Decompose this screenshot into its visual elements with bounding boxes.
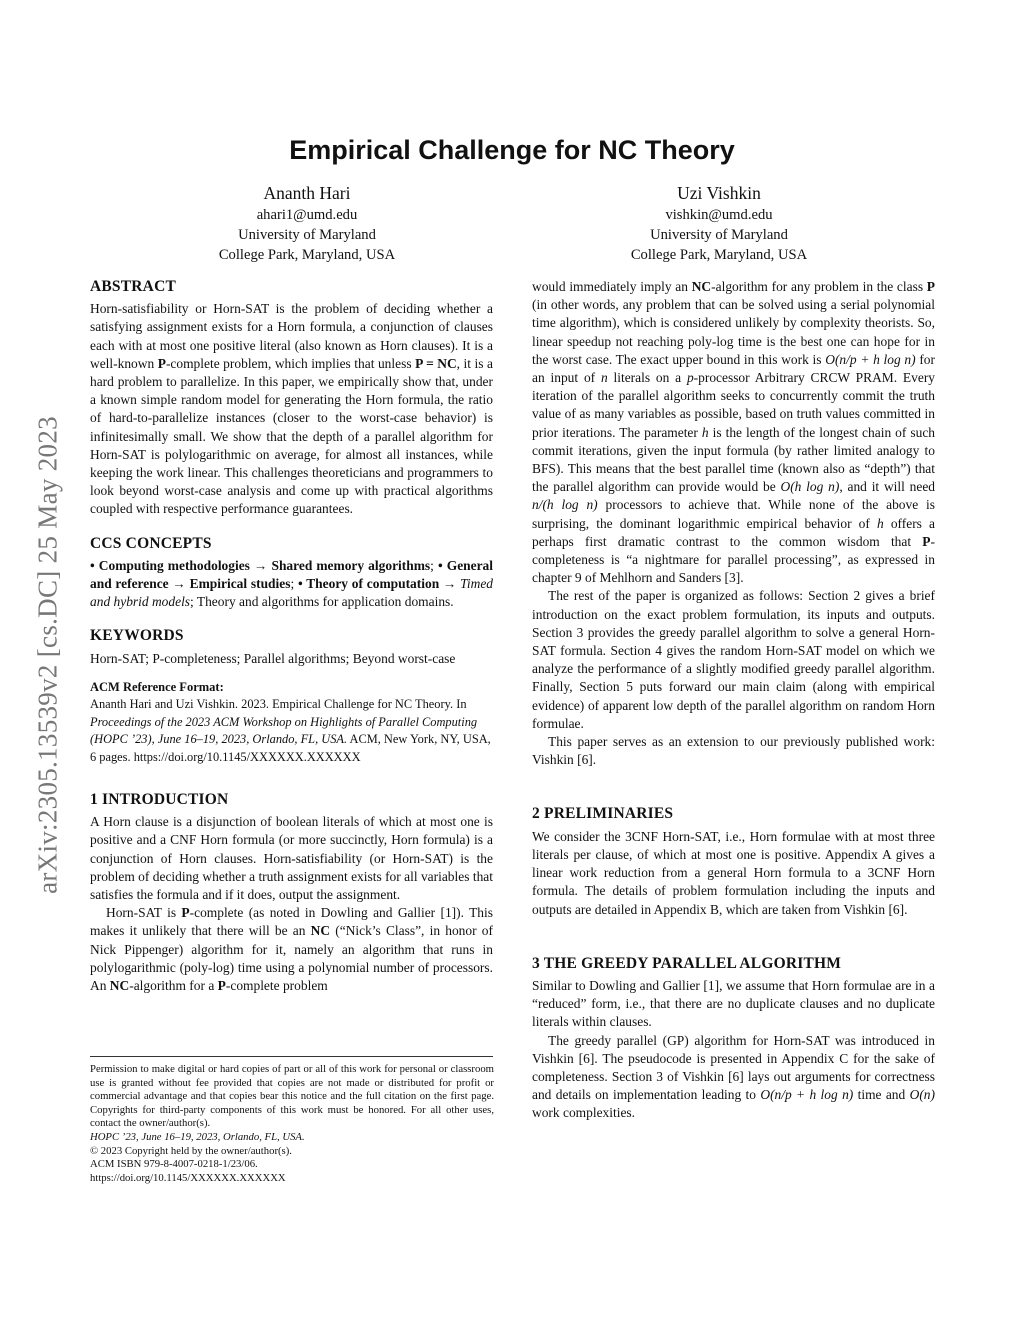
preliminaries-heading: 2 PRELIMINARIES	[532, 805, 674, 823]
right-column	[532, 278, 935, 1123]
permission-notice: Permission to make digital or hard copies of part or all of this work for personal or classroom use is granted without fee provided that copies are not made or distributed for profit or commercial advantage and that copies bear this notice and the full citation on the first page. Copyrights for third-party components of this work must be honored. For all other uses, contact the owner/author(s).	[90, 1063, 494, 1130]
author-email: vishkin@umd.edu	[665, 207, 773, 223]
venue: HOPC ’23, June 16–19, 2023, Orlando, FL, USA.	[90, 1130, 305, 1143]
copyright-footnote	[90, 1063, 494, 1185]
author-affiliation: University of Maryland	[238, 227, 376, 243]
footnote-divider	[90, 1056, 493, 1057]
keywords-heading: KEYWORDS	[90, 627, 184, 645]
acm-reference-heading: ACM Reference Format:	[90, 679, 224, 694]
author-name: Uzi Vishkin	[677, 183, 761, 203]
abstract-heading: ABSTRACT	[90, 278, 177, 295]
ccs-text: • Computing methodologies → Shared memory algorithms; • General and reference → Empirical studies; • Theory of computation → Timed and hybrid models; Theory and algorithms for application domains.	[90, 557, 494, 610]
abstract-text: Horn-satisfiability or Horn-SAT is the problem of deciding whether a satisfying assignment exists for a Horn formula, a conjunction of clauses each with at most one positive literal (also known as Horn clauses). It is a well-known P-complete problem, which implies that unless P = NC, it is a hard problem to parallelize. In this paper, we empirically show that, under a known simple random model for generating the Horn formula, the ratio of hard-to-parallelize instances (closer to the worst-case behavior) is infinitesimally small. We show that the depth of a parallel algorithm for Horn-SAT is polylogarithmic on average, for almost all instances, while keeping the work linear. This challenges theoreticians and programmers to look beyond worst-case analysis and come up with practical algorithms coupled with respective performance guarantees.	[90, 301, 493, 517]
greedy-heading: 3 THE GREEDY PARALLEL ALGORITHM	[532, 954, 842, 972]
author-location: College Park, Maryland, USA	[630, 247, 808, 263]
acm-reference-text: Ananth Hari and Uzi Vishkin. 2023. Empirical Challenge for NC Theory. In Proceedings of the 2023 ACM Workshop on Highlights of Parallel Computing (HOPC ’23), June 16–19, 2023, Orlando, FL, USA. ACM, New York, NY, USA, 6 pages. https://doi.org/10.1145/XXXXXX.XXXXXX	[90, 697, 491, 764]
keywords-text: Horn-SAT; P-completeness; Parallel algorithms; Beyond worst-case	[90, 650, 456, 666]
author-affiliation: University of Maryland	[650, 227, 788, 243]
author-name: Ananth Hari	[263, 183, 351, 203]
arxiv-id: arXiv:2305.13539v2 [cs.DC] 25 May 2023	[32, 416, 63, 894]
author-email: ahari1@umd.edu	[256, 207, 358, 223]
doi: https://doi.org/10.1145/XXXXXX.XXXXXX	[90, 1171, 286, 1184]
intro-paragraph-5: This paper serves as an extension to our previously published work: Vishkin [6].	[532, 734, 935, 768]
copyright: © 2023 Copyright held by the owner/author(s).	[90, 1144, 292, 1157]
intro-heading: 1 INTRODUCTION	[90, 791, 229, 809]
intro-paragraph-1: A Horn clause is a disjunction of boolean literals of which at most one is positive and a CNF Horn formula (or more succinctly, Horn formula) is a conjunction of Horn clauses. Horn-satisfiability (or Horn-SAT) is the problem of deciding whether a truth assignment exists for all variables that satisfies the formula and if it does, output the assignment.	[90, 814, 493, 903]
intro-paragraph-2: Horn-SAT is P-complete (as noted in Dowling and Gallier [1]). This makes it unlikely that there will be an NC (“Nick’s Class”, in honor of Nick Pippenger) algorithm for it, namely an algorithm that runs in polylogarithmic (poly-log) time using a polynomial number of processors. An NC-algorithm for a P-complete problem	[90, 905, 493, 994]
greedy-paragraph-1: Similar to Dowling and Gallier [1], we assume that Horn formulae are in a “reduced” form, i.e., that there are no duplicate clauses and no duplicate literals within clauses.	[532, 977, 935, 1030]
preliminaries-paragraph: We consider the 3CNF Horn-SAT, i.e., Horn formulae with at most three literals per clause, of which at most one is positive. Appendix A gives a linear work reduction from a general Horn formula to a 3CNF Horn formula. The details of problem formulation including the inputs and outputs are detailed in Appendix B, which are taken from Vishkin [6].	[532, 828, 935, 917]
greedy-paragraph-2: The greedy parallel (GP) algorithm for Horn-SAT was introduced in Vishkin [6]. The pseudocode is presented in Appendix C for the sake of completeness. Section 3 of Vishkin [6] lays out arguments for correctness and details on implementation leading to O(n/p + h log n) time and O(n) work complexities.	[532, 1032, 935, 1121]
left-column	[90, 278, 493, 995]
ccs-heading: CCS CONCEPTS	[90, 534, 212, 552]
author-location: College Park, Maryland, USA	[218, 247, 396, 263]
arxiv-watermark	[28, 345, 68, 965]
intro-paragraph-4: The rest of the paper is organized as follows: Section 2 gives a brief introduction on the exact problem formulation, its inputs and outputs. Section 3 provides the greedy parallel algorithm to solve a general Horn-SAT formula. Section 4 gives the random Horn-SAT model on which we analyze the performance of a slightly modified greedy parallel algorithm. Finally, Section 5 puts forward our main claim (along with empirical evidence) of apparent low depth of the parallel algorithm on random Horn formulae.	[532, 588, 935, 731]
author-block-1	[142, 182, 472, 265]
paper-title: Empirical Challenge for NC Theory	[289, 135, 735, 165]
intro-paragraph-3: would immediately imply an NC-algorithm for any problem in the class P (in other words, any problem that can be solved using a serial polynomial time algorithm), which is considered unlikely by complexity theorists. So, linear speedup not reaching poly-log time is the best one can hope for in the worst case. The exact upper bound in this work is O(n/p + h log n) for an input of n literals on a p-processor Arbitrary CRCW PRAM. Every iteration of the parallel algorithm seeks to concurrently commit the truth value of as many variables as possible, based on truth values committed in prior iterations. The parameter h is the length of the longest chain of such commit iterations, given the input formula (by rather limited analogy to BFS). This means that the best parallel time (known also as “depth”) that the parallel algorithm can provide would be O(h log n), and it will need n/(h log n) processors to achieve that. While none of the above is surprising, the dominant logarithmic empirical behavior of h offers a perhaps first dramatic contrast to the common wisdom that P-completeness is “a nightmare for parallel processing”, as expressed in chapter 9 of Mehlhorn and Sanders [3].	[532, 279, 936, 586]
author-block-2	[554, 182, 884, 265]
isbn: ACM ISBN 979-8-4007-0218-1/23/06.	[90, 1158, 258, 1171]
